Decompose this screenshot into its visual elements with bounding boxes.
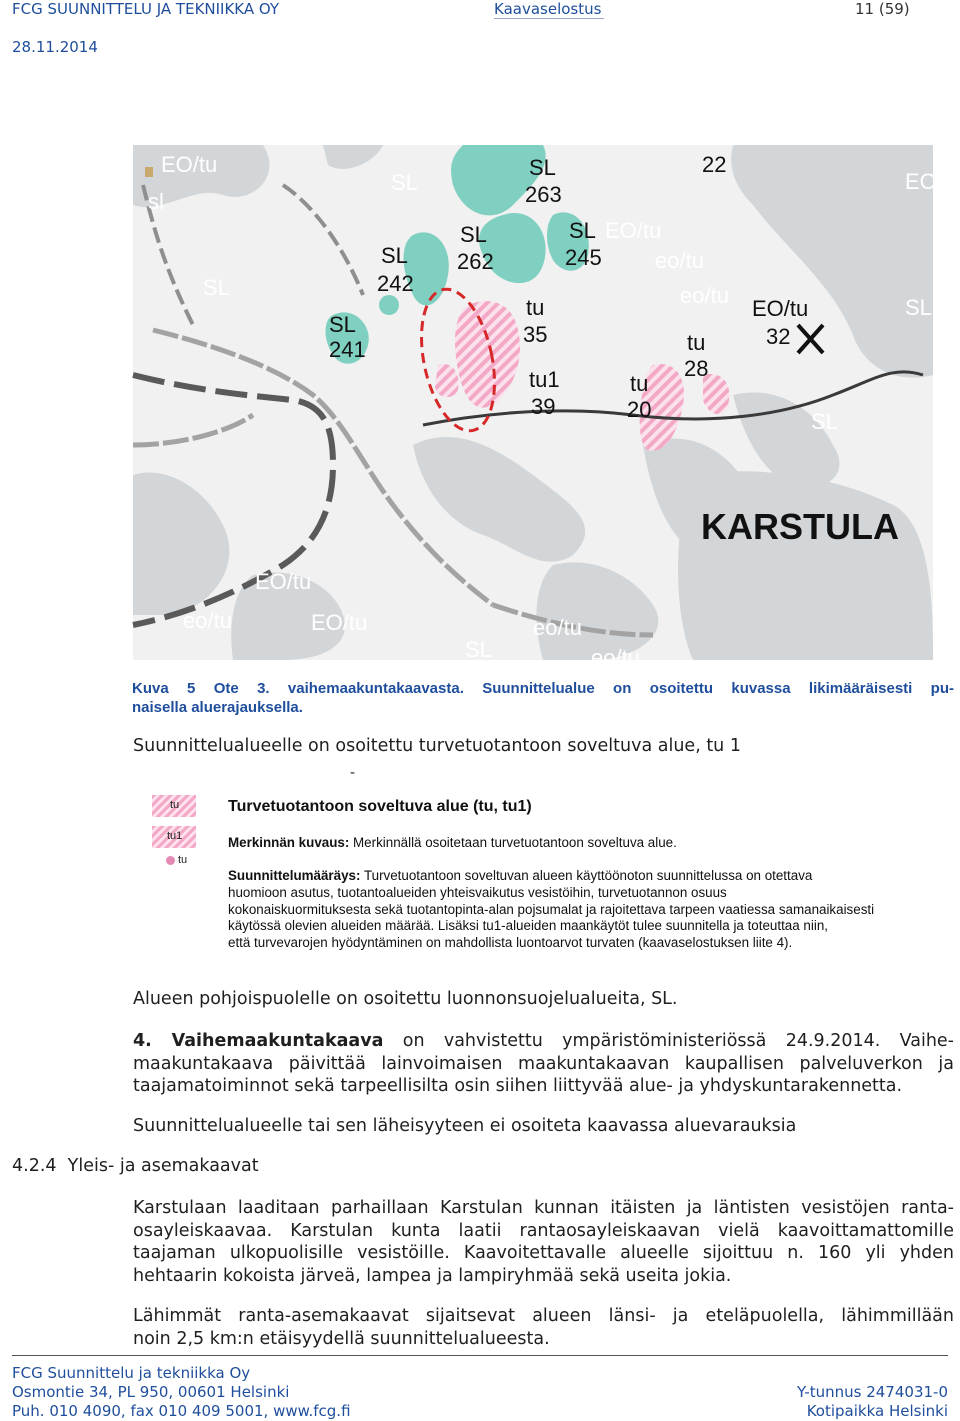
footer-company: FCG Suunnittelu ja tekniikka Oy: [12, 1364, 251, 1382]
karstula-line: osayleiskaavaa. Karstulan kunta laatii rantaosayleiskaavan vielä kaavoittamattomille: [133, 1220, 954, 1241]
header-date: 28.11.2014: [12, 38, 98, 56]
map-label: eo/tu: [533, 615, 582, 640]
legend-swatch-label: tu1: [167, 830, 183, 842]
footer-business-id: Y-tunnus 2474031-0: [796, 1383, 948, 1401]
header-company: FCG SUUNNITTELU JA TEKNIIKKA OY: [12, 0, 280, 18]
map-label: eo/tu: [591, 645, 640, 670]
map-label: tu: [630, 371, 649, 396]
legend-regulation-line: kokonaiskuormituksesta sekä tuotantopinta-alan pojsumalat ja rajoitettava tarpeen vaatiessa samanaikaisesti: [228, 901, 875, 917]
map-label: 241: [329, 337, 366, 362]
map-label: SL: [381, 243, 408, 268]
section-heading: [12, 1156, 259, 1176]
map-building-marker: [145, 167, 153, 177]
nearby-paragraph: Suunnittelualueelle tai sen läheisyyteen ei osoiteta kaavassa aluevarauksia: [133, 1116, 797, 1136]
map-label: 39: [531, 394, 556, 419]
phase-plan-text: on vahvistettu ympäristöministeriössä 24.9.2014. Vaihe-: [383, 1031, 954, 1051]
map-label: 22: [702, 152, 727, 177]
map-label: SL: [465, 637, 492, 662]
section-title: Yleis- ja asemakaavat: [67, 1156, 259, 1176]
footer-contact: Puh. 010 4090, fax 010 409 5001, www.fcg.fi: [12, 1402, 351, 1420]
karstula-paragraph: [133, 1197, 954, 1287]
phase-plan-line: maakuntakaava päivittää lainvoimaisen maakuntakaavan kaupallisen palveluverkon ja: [133, 1053, 954, 1074]
map-town-label: KARSTULA: [701, 506, 899, 547]
legend-swatch-label: tu: [170, 799, 180, 811]
map-label: 242: [377, 271, 414, 296]
footer-domicile: Kotipaikka Helsinki: [806, 1402, 948, 1420]
intro-paragraph: Suunnittelualueelle on osoitettu turvetuotantoon soveltuva alue, tu 1: [133, 736, 741, 756]
phase-plan-line: [133, 1030, 954, 1053]
map-label: 262: [457, 249, 494, 274]
map-label: 20: [627, 397, 652, 422]
legend-point-symbol: [166, 856, 175, 865]
map-label: tu1: [529, 367, 560, 392]
detailed-plan-line: Lähimmät ranta-asemakaavat sijaitsevat alueen länsi- ja eteläpuolella, lähimmillään: [133, 1306, 954, 1326]
map-label: SL: [905, 295, 932, 320]
map-label: EO/tu: [161, 152, 218, 177]
karstula-line: Karstulaan laaditaan parhaillaan Karstulan kunnan itäisten ja läntisten vesistöjen ranta-: [133, 1198, 954, 1218]
legend-regulation-line: käytössä olevien alueiden määrää. Lisäksi tu1-alueiden maankäytöt tulee suunnitella ja toteuttaa niin,: [228, 918, 828, 934]
map-label: tu: [687, 330, 706, 355]
map-label: eo/tu: [183, 608, 232, 633]
section-number: 4.2.4: [12, 1156, 57, 1176]
map-label: eo/tu: [655, 248, 704, 273]
karstula-line: hehtaarin kokoista järveä, lampea ja lampiryhmää sekä useita jokia.: [133, 1265, 732, 1286]
plan-legend: [150, 795, 930, 955]
map-label: 245: [565, 245, 602, 270]
regional-plan-map: [133, 145, 937, 670]
header-page-number: 11 (59): [855, 0, 910, 18]
map-label: EO: [905, 169, 937, 194]
map-label: SL: [460, 222, 487, 247]
map-label: SL: [203, 275, 230, 300]
legend-regulation-label: Suunnittelumääräys:: [228, 868, 361, 883]
map-label: EO/tu: [752, 296, 809, 321]
north-paragraph: Alueen pohjoispuolelle on osoitettu luonnonsuojelualueita, SL.: [133, 989, 678, 1009]
map-label: SL: [329, 312, 356, 337]
figure-caption-label: Kuva 5: [132, 680, 196, 697]
legend-swatch-label: tu: [178, 854, 188, 866]
footer-address: Osmontie 34, PL 950, 00601 Helsinki: [12, 1383, 290, 1401]
legend-regulation: [228, 868, 928, 952]
legend-regulation-line: huomioon asutus, tuotantoalueiden yhteisvaikutus vesistöihin, turvetuotannon osuus: [228, 884, 727, 900]
map-label: 35: [523, 322, 548, 347]
map-label: tu: [526, 295, 545, 320]
map-label: sl: [148, 189, 164, 214]
detailed-plan-line: noin 2,5 km:n etäisyydellä suunnittelualueesta.: [133, 1328, 550, 1349]
map-label: SL: [529, 155, 556, 180]
phase-plan-paragraph: [133, 1030, 954, 1098]
phase-plan-line: taajamatoiminnot sekä tarpeellisilta osin siihen liittyvää alue- ja yhdyskuntarakennetta.: [133, 1076, 903, 1096]
legend-description-label: Merkinnän kuvaus:: [228, 835, 350, 850]
header-title-underline: [494, 18, 604, 19]
header-doc-title: Kaavaselostus: [494, 0, 602, 18]
legend-regulation-line: Turvetuotantoon soveltuvan alueen käyttöönoton suunnittelussa on otettava: [363, 868, 813, 883]
map-label: eo/tu: [680, 283, 729, 308]
map-label: 28: [684, 356, 709, 381]
map-label: SL: [391, 170, 418, 195]
map-label: 263: [525, 182, 562, 207]
map-label: EO/tu: [255, 569, 312, 594]
map-label: SL: [811, 409, 838, 434]
phase-plan-title: 4. Vaihemaakuntakaava: [133, 1031, 384, 1051]
legend-description: [228, 835, 677, 852]
map-canvas: [133, 145, 937, 670]
map-label: EO/tu: [311, 610, 368, 635]
map-label: 32: [766, 324, 791, 349]
legend-description-text: Merkinnällä osoitetaan turvetuotantoon soveltuva alue.: [353, 835, 677, 850]
map-label: SL: [569, 218, 596, 243]
figure-caption-line1: [132, 679, 954, 698]
detailed-plan-paragraph: [133, 1305, 954, 1350]
karstula-line: taajaman ulkopuolisille vesistöille. Kaavoitettavalle alueelle sijoittuu n. 160 yli yhden: [133, 1243, 954, 1263]
map-label: EO/tu: [605, 218, 662, 243]
figure-caption-line2: naisella aluerajauksella.: [132, 699, 303, 716]
legend-title: Turvetuotantoon soveltuva alue (tu, tu1): [228, 798, 532, 815]
legend-regulation-line: että turvevarojen hyödyntäminen on mahdollista luontoarvot turvaten (kaavaselostuksen liite 4).: [228, 935, 793, 951]
footer-divider: [12, 1355, 948, 1356]
figure-caption-text: Ote 3. vaihemaakuntakaavasta. Suunnittelualue on osoitettu kuvassa likimääräisesti pu-: [213, 680, 954, 697]
dash-marker: -: [350, 765, 356, 781]
